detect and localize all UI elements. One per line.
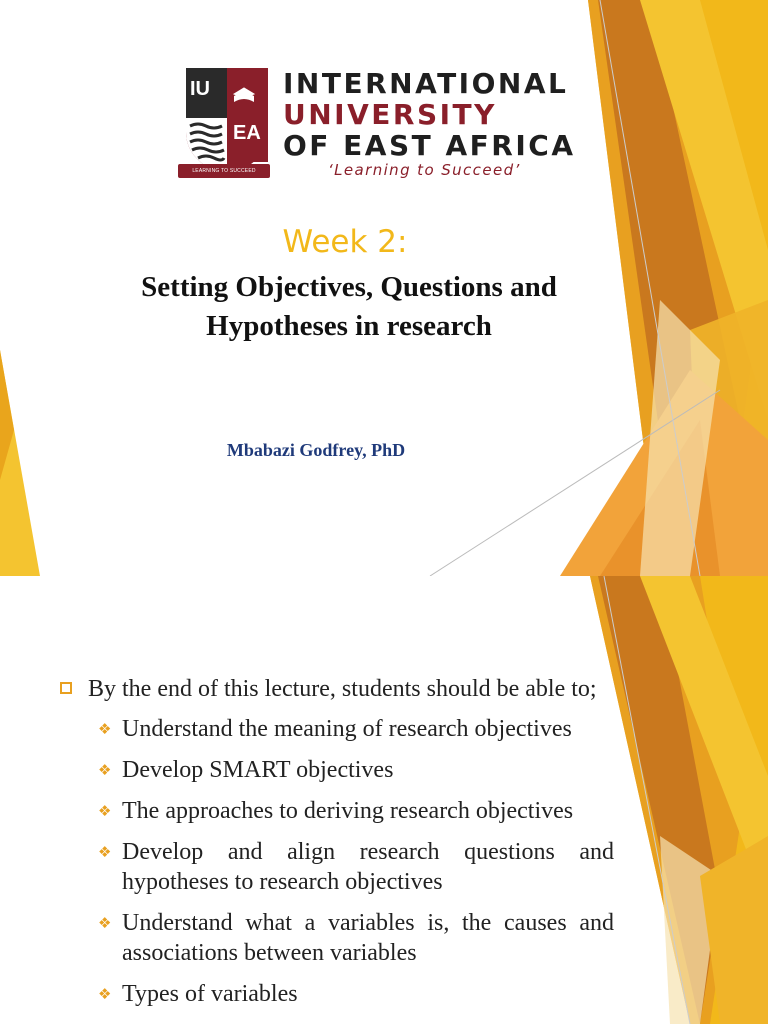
week-label: Week 2: bbox=[282, 224, 408, 260]
list-item bbox=[98, 755, 614, 785]
diamond-bullet-icon: ❖ bbox=[98, 720, 112, 738]
slide-title bbox=[0, 268, 698, 346]
diamond-bullet-icon: ❖ bbox=[98, 802, 112, 820]
diamond-bullet-icon: ❖ bbox=[98, 843, 112, 861]
university-logo bbox=[178, 60, 588, 182]
list-item-text: Understand the meaning of research objectives bbox=[122, 716, 572, 742]
diamond-bullet-icon: ❖ bbox=[98, 985, 112, 1003]
list-item bbox=[98, 796, 614, 826]
crest-ribbon: LEARNING TO SUCCEED bbox=[178, 164, 270, 178]
objectives-content bbox=[56, 674, 614, 1020]
logo-line-3: OF EAST AFRICA bbox=[283, 129, 576, 162]
title-line-1: Setting Objectives, Questions and bbox=[141, 271, 557, 303]
university-name bbox=[283, 68, 575, 179]
diamond-bullet-icon: ❖ bbox=[98, 914, 112, 932]
diamond-bullet-icon: ❖ bbox=[98, 761, 112, 779]
author-name: Mbabazi Godfrey, PhD bbox=[226, 440, 406, 460]
list-item-text: Develop and align research questions and hypotheses to research objectives bbox=[122, 839, 614, 895]
list-item-text: Develop SMART objectives bbox=[122, 757, 394, 783]
list-item-text: Understand what a variables is, the causes and associations between variables bbox=[122, 910, 614, 966]
crest-iu-text: IU bbox=[190, 78, 210, 100]
list-item bbox=[98, 979, 614, 1009]
objectives-slide bbox=[0, 576, 768, 1024]
title-line-2: Hypotheses in research bbox=[206, 310, 492, 342]
intro-bullet-text: By the end of this lecture, students should be able to; bbox=[88, 676, 597, 702]
list-item-text: The approaches to deriving research objectives bbox=[122, 798, 574, 824]
logo-tagline: ‘Learning to Succeed’ bbox=[328, 161, 521, 179]
crest-ea-text: EA bbox=[233, 122, 261, 144]
list-item bbox=[98, 908, 614, 968]
square-bullet-icon bbox=[60, 682, 72, 694]
logo-line-2: UNIVERSITY bbox=[283, 98, 497, 131]
list-item bbox=[98, 714, 614, 744]
list-item bbox=[98, 837, 614, 897]
intro-bullet bbox=[56, 674, 614, 704]
list-item-text: Types of variables bbox=[122, 981, 298, 1007]
objectives-list bbox=[98, 714, 614, 1009]
logo-line-1: INTERNATIONAL bbox=[283, 67, 569, 100]
